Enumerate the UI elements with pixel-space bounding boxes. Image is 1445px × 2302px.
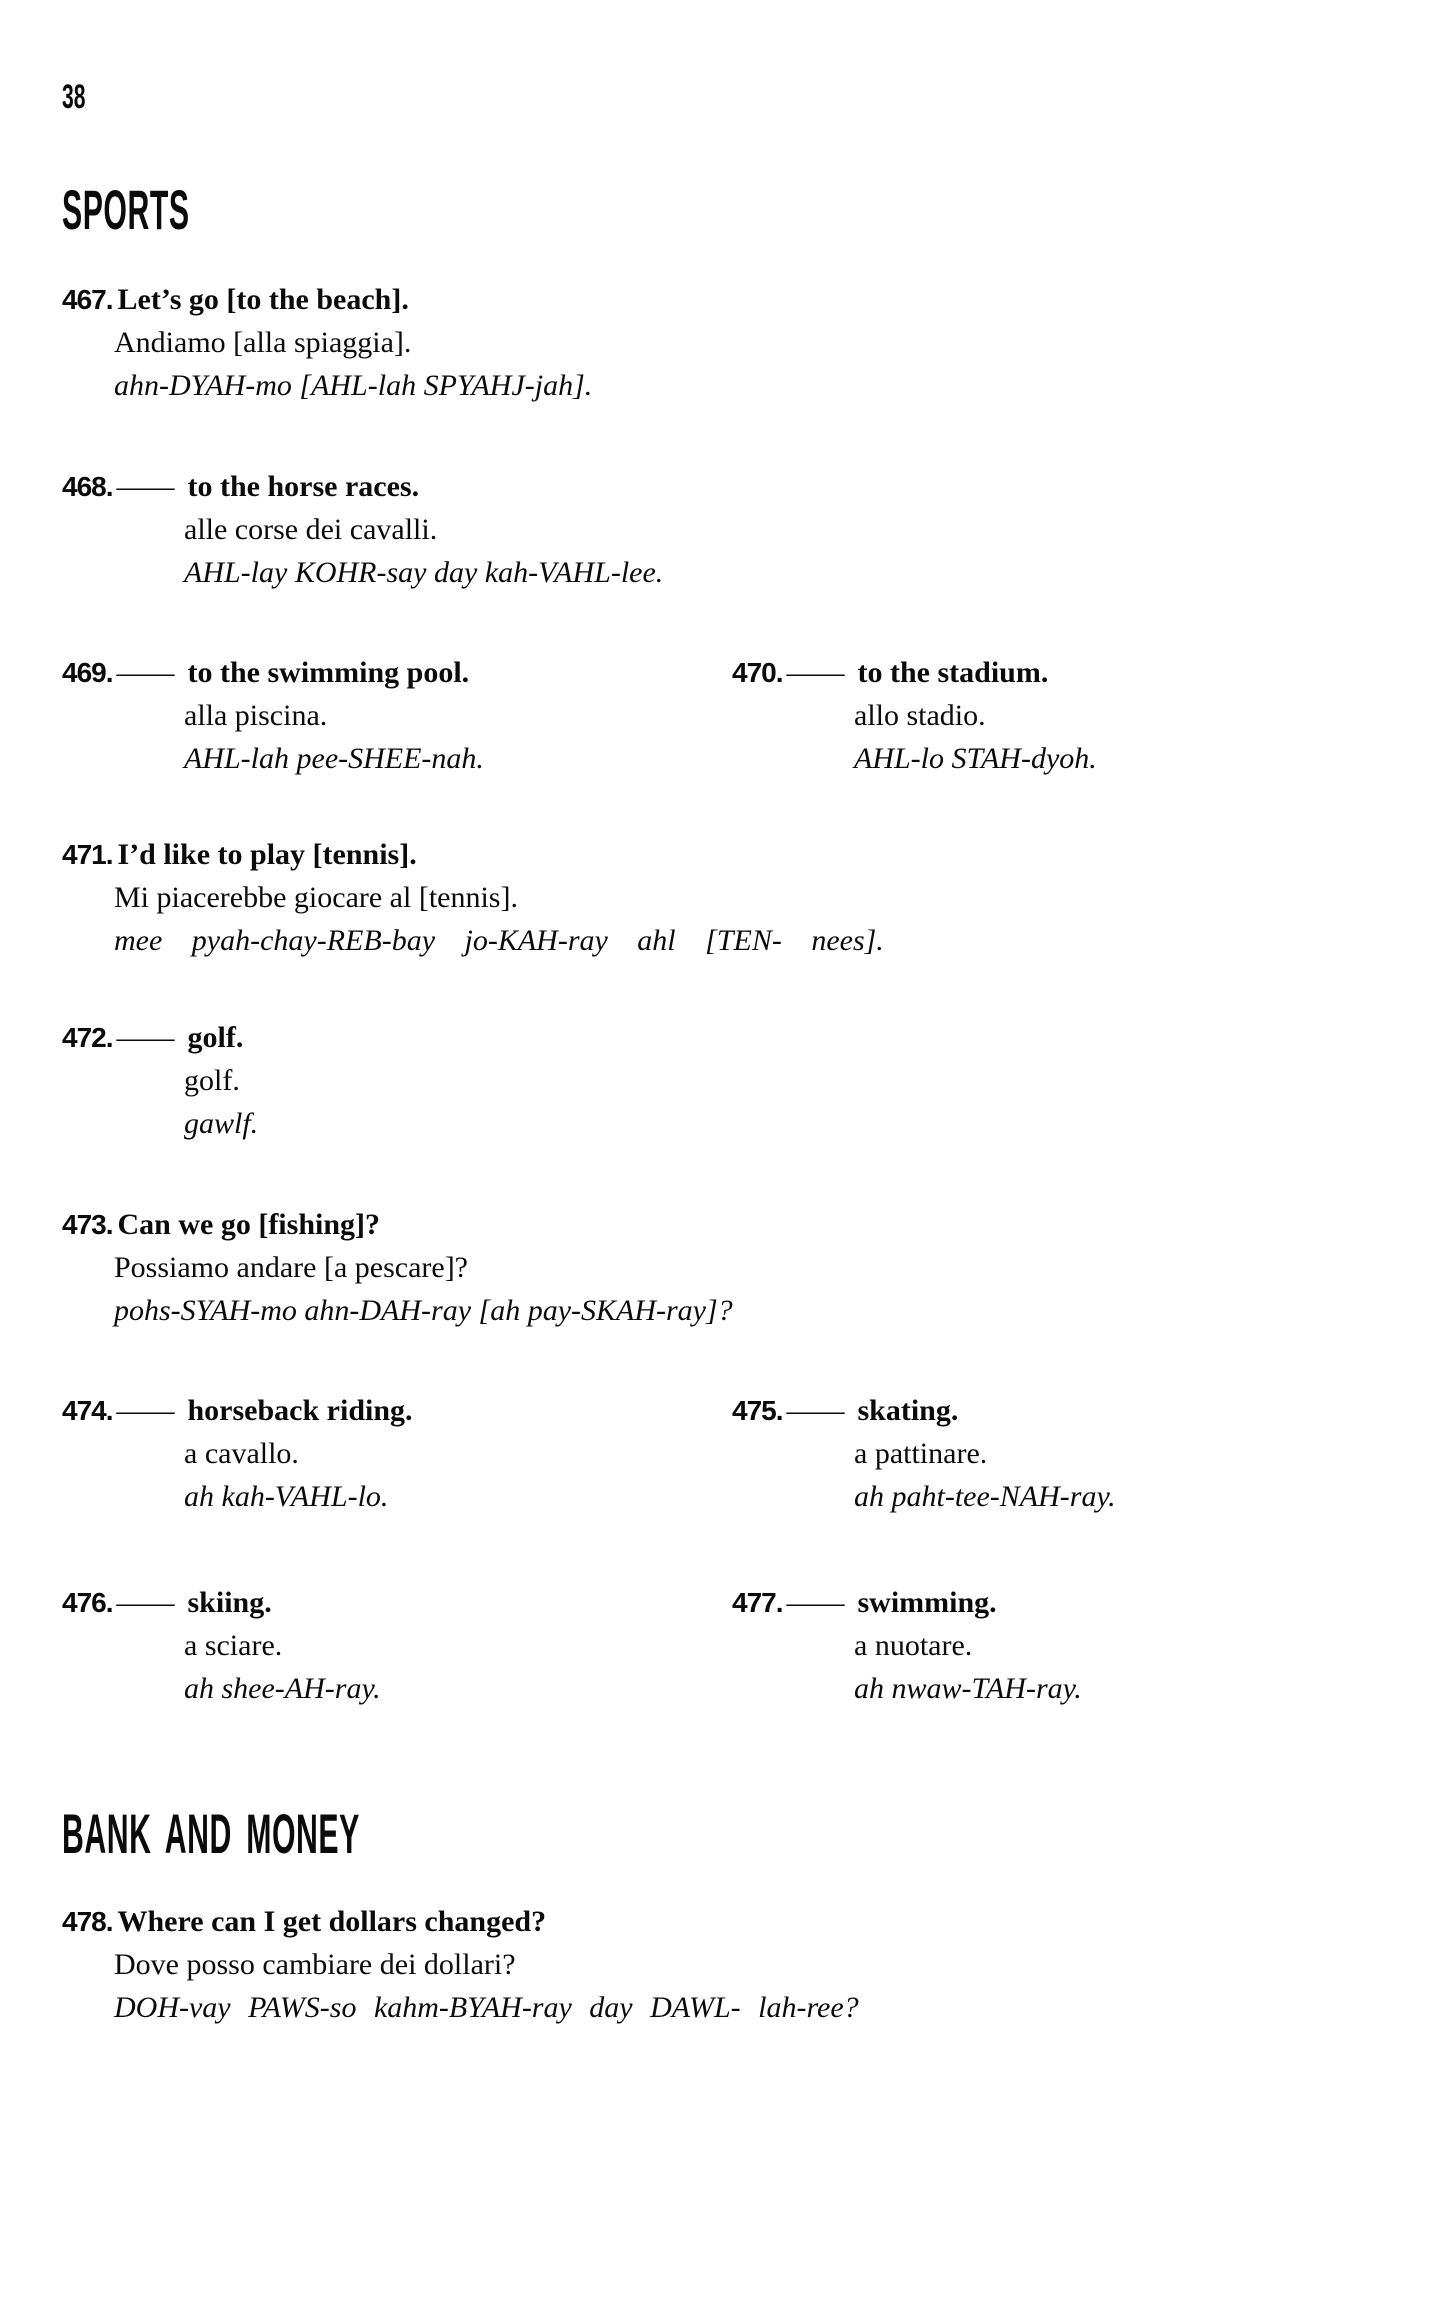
entry-phonetic: ah nwaw-TAH-ray. (854, 1672, 1082, 1705)
entry-english-line (62, 1016, 258, 1059)
entry-number: 468. (62, 471, 113, 502)
entry-phonetic: gawlf. (184, 1107, 259, 1140)
blank-dash: —— (786, 656, 843, 689)
entry-english: golf. (187, 1021, 244, 1054)
blank-dash: —— (116, 1021, 173, 1054)
entry-italian: a cavallo. (184, 1437, 299, 1470)
entry-english: to the stadium. (857, 656, 1049, 689)
entry-number: 467. (62, 284, 113, 315)
entry-english: horseback riding. (187, 1394, 413, 1427)
entry-phonetic: mee pyah-chay-REB-bay jo-KAH-ray ahl [TEN- nees]. (114, 924, 884, 957)
entry-italian: Andiamo [alla spiaggia]. (114, 326, 412, 359)
blank-dash: —— (116, 1394, 173, 1427)
blank-dash: —— (786, 1394, 843, 1427)
entry-number: 475. (732, 1395, 783, 1426)
entry-english: Can we go [fishing]? (117, 1208, 381, 1241)
phrase-entry-470 (732, 651, 1097, 780)
entry-number: 469. (62, 657, 113, 688)
blank-dash: —— (116, 470, 173, 503)
page-number: 38 (62, 78, 86, 116)
entry-english-line (62, 651, 484, 694)
entry-number: 474. (62, 1395, 113, 1426)
entry-phonetic: ah shee-AH-ray. (184, 1672, 381, 1705)
entry-english: Where can I get dollars changed? (117, 1905, 547, 1938)
phrase-entry-472 (62, 1016, 258, 1145)
entry-italian: alle corse dei cavalli. (184, 513, 438, 546)
entry-english: to the swimming pool. (187, 656, 470, 689)
entry-english: I’d like to play [tennis]. (117, 838, 417, 871)
entry-phonetic: AHL-lay KOHR-say day kah-VAHL-lee. (184, 556, 664, 589)
entry-english-line (62, 278, 592, 321)
section-title-bank-and-money: BANK AND MONEY (62, 1802, 360, 1865)
entry-number: 478. (62, 1906, 113, 1937)
phrase-entry-474 (62, 1389, 413, 1518)
entry-italian: golf. (184, 1064, 240, 1097)
entry-number: 472. (62, 1022, 113, 1053)
phrase-entry-478 (62, 1900, 859, 2029)
blank-dash: —— (786, 1586, 843, 1619)
entry-english-line (732, 1389, 1116, 1432)
phrase-entry-467 (62, 278, 592, 407)
entry-english-line (732, 1581, 1082, 1624)
phrase-entry-477 (732, 1581, 1082, 1710)
phrase-entry-475 (732, 1389, 1116, 1518)
entry-phonetic: AHL-lah pee-SHEE-nah. (184, 742, 484, 775)
phrase-entry-468 (62, 465, 663, 594)
entry-number: 473. (62, 1209, 113, 1240)
entry-phonetic: pohs-SYAH-mo ahn-DAH-ray [ah pay-SKAH-ray]? (114, 1294, 733, 1327)
entry-english: to the horse races. (187, 470, 420, 503)
entry-english-line (62, 1900, 859, 1943)
blank-dash: —— (116, 1586, 173, 1619)
entry-english: skiing. (187, 1586, 272, 1619)
entry-italian: Mi piacerebbe giocare al [tennis]. (114, 881, 518, 914)
entry-english: Let’s go [to the beach]. (117, 283, 409, 316)
entry-english-line (732, 651, 1097, 694)
entry-phonetic: ahn-DYAH-mo [AHL-lah SPYAHJ-jah]. (114, 369, 593, 402)
entry-english-line (62, 1581, 381, 1624)
phrase-entry-469 (62, 651, 484, 780)
entry-italian: a nuotare. (854, 1629, 973, 1662)
entry-italian: alla piscina. (184, 699, 328, 732)
entry-phonetic: DOH-vay PAWS-so kahm-BYAH-ray day DAWL- lah-ree? (114, 1991, 859, 2024)
entry-english: skating. (857, 1394, 959, 1427)
entry-italian: a sciare. (184, 1629, 283, 1662)
entry-phonetic: ah paht-tee-NAH-ray. (854, 1480, 1116, 1513)
entry-phonetic: AHL-lo STAH-dyoh. (854, 742, 1097, 775)
entry-number: 476. (62, 1587, 113, 1618)
entry-phonetic: ah kah-VAHL-lo. (184, 1480, 389, 1513)
entry-english-line (62, 833, 884, 876)
entry-italian: allo stadio. (854, 699, 986, 732)
entry-italian: Dove posso cambiare dei dollari? (114, 1948, 516, 1981)
phrase-entry-473 (62, 1203, 733, 1332)
phrase-entry-476 (62, 1581, 381, 1710)
section-title-sports: SPORTS (62, 178, 190, 241)
entry-english-line (62, 1389, 413, 1432)
entry-english-line (62, 1203, 733, 1246)
phrase-entry-471 (62, 833, 884, 962)
entry-number: 477. (732, 1587, 783, 1618)
entry-italian: a pattinare. (854, 1437, 988, 1470)
entry-english: swimming. (857, 1586, 997, 1619)
entry-number: 470. (732, 657, 783, 688)
entry-italian: Possiamo andare [a pescare]? (114, 1251, 468, 1284)
blank-dash: —— (116, 656, 173, 689)
entry-english-line (62, 465, 663, 508)
entry-number: 471. (62, 839, 113, 870)
